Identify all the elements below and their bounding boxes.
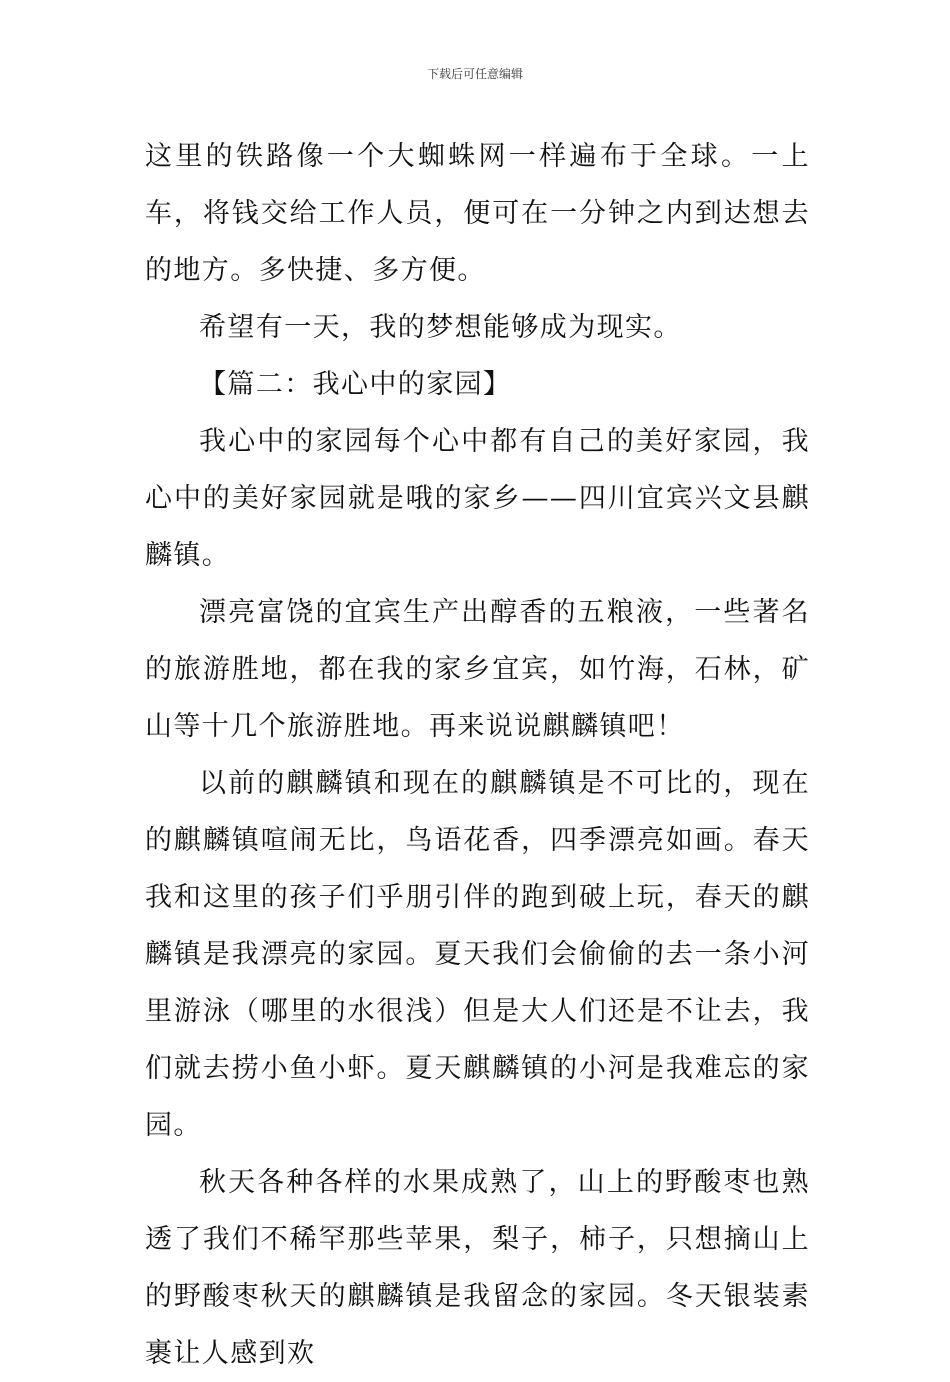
- page-header: 下载后可任意编辑: [426, 67, 523, 81]
- document-body: [145, 128, 810, 1382]
- paragraph-railway: 这里的铁路像一个大蜘蛛网一样遍布于全球。一上车，将钱交给工作人员，便可在一分钟之内到达想去的地方。多快捷、多方便。: [145, 141, 810, 286]
- paragraph-yibin: 漂亮富饶的宜宾生产出醇香的五粮液，一些著名的旅游胜地，都在我的家乡宜宾，如竹海，石林，矿山等十几个旅游胜地。再来说说麒麟镇吧！: [145, 597, 810, 742]
- paragraph-spring-summer: 以前的麒麟镇和现在的麒麟镇是不可比的，现在的麒麟镇喧闹无比，鸟语花香，四季漂亮如画。春天我和这里的孩子们乎朋引伴的跑到破上玩，春天的麒麟镇是我漂亮的家园。夏天我们会偷偷的去一条小河里游泳（哪里的水很浅）但是大人们还是不让去，我们就去捞小鱼小虾。夏天麒麟镇的小河是我难忘的家园。: [145, 768, 810, 1141]
- section-title: 【篇二：我心中的家园】: [199, 369, 512, 400]
- paragraph-home-intro: 我心中的家园每个心中都有自己的美好家园，我心中的美好家园就是哦的家乡——四川宜宾兴文县麒麟镇。: [145, 426, 810, 571]
- paragraph-autumn-winter: 秋天各种各样的水果成熟了，山上的野酸枣也熟透了我们不稀罕那些苹果，梨子，柿子，只想摘山上的野酸枣秋天的麒麟镇是我留念的家园。冬天银装素裹让人感到欢: [145, 1167, 810, 1369]
- paragraph-dream: 希望有一天，我的梦想能够成为现实。: [199, 312, 682, 343]
